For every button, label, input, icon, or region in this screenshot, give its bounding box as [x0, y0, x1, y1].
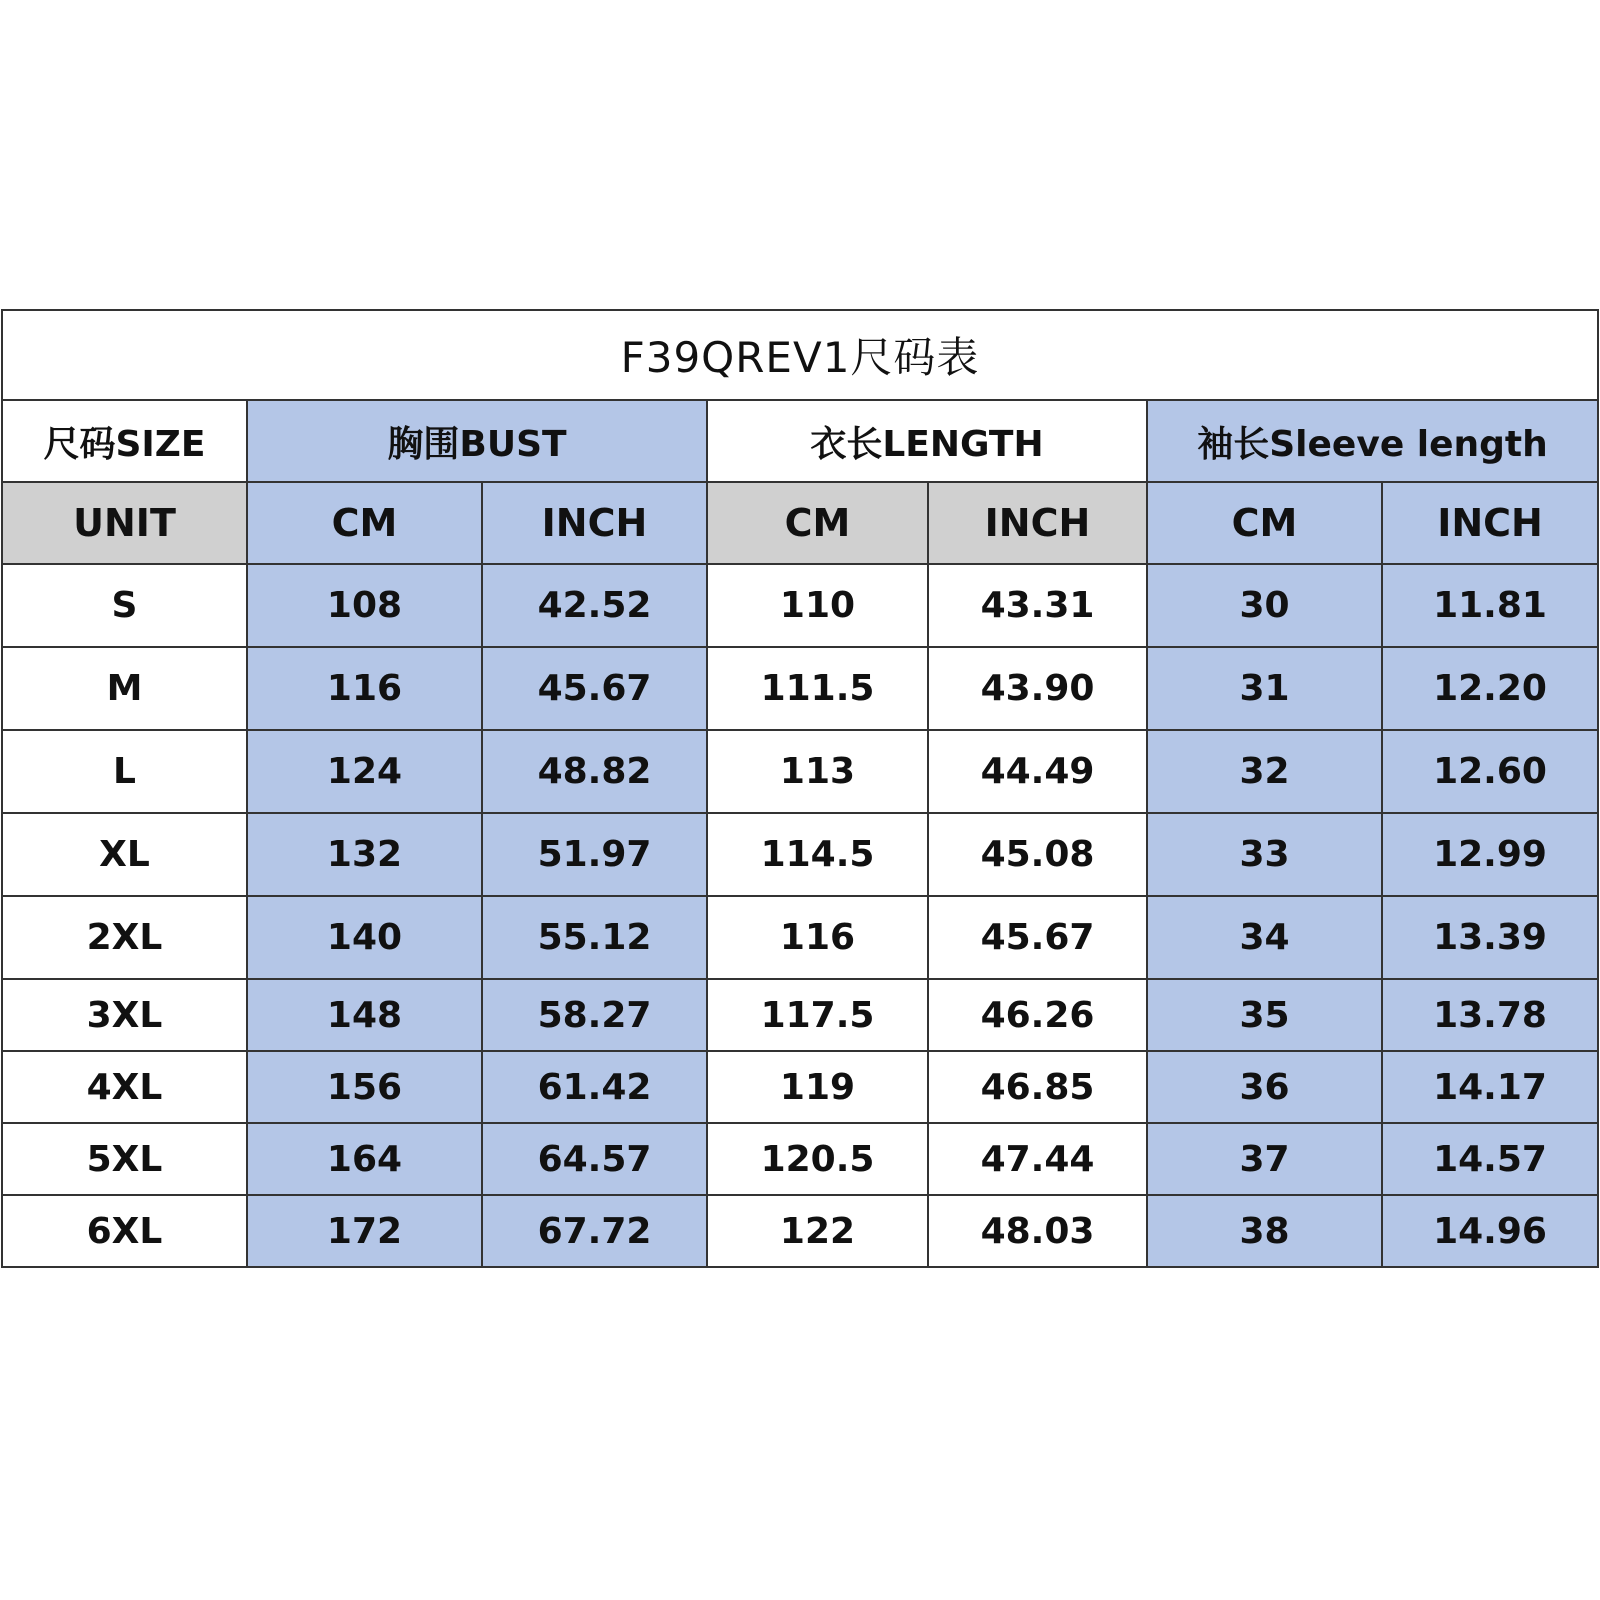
group-header-row	[2, 400, 1598, 482]
sleeve-inch-cell: 12.99	[1382, 813, 1598, 896]
length-inch-cell: 45.67	[928, 896, 1147, 979]
sleeve-inch-cell: 13.78	[1382, 979, 1598, 1051]
bust-inch-cell: 42.52	[482, 564, 707, 647]
sleeve-cm-cell: 36	[1147, 1051, 1382, 1123]
bust-cm-cell: 156	[247, 1051, 482, 1123]
bust-cm-cell: 140	[247, 896, 482, 979]
table-title: F39QREV1尺码表	[2, 310, 1598, 400]
bust-inch-cell: 61.42	[482, 1051, 707, 1123]
bust-cm-cell: 132	[247, 813, 482, 896]
table-row	[2, 813, 1598, 896]
sleeve-inch-cell: 12.20	[1382, 647, 1598, 730]
unit-sleeve-cm: CM	[1147, 482, 1382, 564]
bust-inch-cell: 48.82	[482, 730, 707, 813]
table-row	[2, 1123, 1598, 1195]
bust-inch-cell: 64.57	[482, 1123, 707, 1195]
sleeve-cm-cell: 38	[1147, 1195, 1382, 1267]
length-cm-cell: 116	[707, 896, 928, 979]
sleeve-cm-cell: 31	[1147, 647, 1382, 730]
sleeve-cm-cell: 30	[1147, 564, 1382, 647]
length-cm-cell: 113	[707, 730, 928, 813]
sleeve-cm-cell: 33	[1147, 813, 1382, 896]
table-row	[2, 896, 1598, 979]
sleeve-inch-cell: 14.17	[1382, 1051, 1598, 1123]
length-cm-cell: 122	[707, 1195, 928, 1267]
table-row	[2, 979, 1598, 1051]
size-cell: 5XL	[2, 1123, 247, 1195]
sleeve-cm-cell: 35	[1147, 979, 1382, 1051]
length-cm-cell: 119	[707, 1051, 928, 1123]
length-inch-cell: 48.03	[928, 1195, 1147, 1267]
sleeve-cm-cell: 34	[1147, 896, 1382, 979]
sleeve-inch-cell: 13.39	[1382, 896, 1598, 979]
size-cell: 6XL	[2, 1195, 247, 1267]
length-cm-cell: 111.5	[707, 647, 928, 730]
size-cell: 4XL	[2, 1051, 247, 1123]
header-size: 尺码SIZE	[2, 400, 247, 482]
bust-cm-cell: 164	[247, 1123, 482, 1195]
unit-length-cm: CM	[707, 482, 928, 564]
length-cm-cell: 110	[707, 564, 928, 647]
table-row	[2, 564, 1598, 647]
sleeve-inch-cell: 14.57	[1382, 1123, 1598, 1195]
bust-inch-cell: 67.72	[482, 1195, 707, 1267]
size-cell: S	[2, 564, 247, 647]
length-cm-cell: 114.5	[707, 813, 928, 896]
size-cell: XL	[2, 813, 247, 896]
length-inch-cell: 43.31	[928, 564, 1147, 647]
bust-cm-cell: 124	[247, 730, 482, 813]
length-cm-cell: 117.5	[707, 979, 928, 1051]
size-cell: 2XL	[2, 896, 247, 979]
length-inch-cell: 46.26	[928, 979, 1147, 1051]
bust-cm-cell: 172	[247, 1195, 482, 1267]
table-row	[2, 730, 1598, 813]
header-bust: 胸围BUST	[247, 400, 707, 482]
length-inch-cell: 46.85	[928, 1051, 1147, 1123]
header-sleeve: 袖长Sleeve length	[1147, 400, 1598, 482]
sleeve-cm-cell: 37	[1147, 1123, 1382, 1195]
size-chart-table	[1, 309, 1599, 1268]
bust-inch-cell: 51.97	[482, 813, 707, 896]
size-cell: 3XL	[2, 979, 247, 1051]
table-row	[2, 1051, 1598, 1123]
size-cell: M	[2, 647, 247, 730]
unit-label: UNIT	[2, 482, 247, 564]
unit-length-inch: INCH	[928, 482, 1147, 564]
header-length: 衣长LENGTH	[707, 400, 1147, 482]
title-row	[2, 310, 1598, 400]
length-cm-cell: 120.5	[707, 1123, 928, 1195]
bust-cm-cell: 148	[247, 979, 482, 1051]
unit-bust-cm: CM	[247, 482, 482, 564]
sleeve-inch-cell: 11.81	[1382, 564, 1598, 647]
size-cell: L	[2, 730, 247, 813]
length-inch-cell: 44.49	[928, 730, 1147, 813]
table-row	[2, 1195, 1598, 1267]
unit-bust-inch: INCH	[482, 482, 707, 564]
length-inch-cell: 47.44	[928, 1123, 1147, 1195]
table-row	[2, 647, 1598, 730]
sleeve-cm-cell: 32	[1147, 730, 1382, 813]
bust-inch-cell: 58.27	[482, 979, 707, 1051]
bust-inch-cell: 45.67	[482, 647, 707, 730]
length-inch-cell: 45.08	[928, 813, 1147, 896]
unit-sleeve-inch: INCH	[1382, 482, 1598, 564]
sleeve-inch-cell: 12.60	[1382, 730, 1598, 813]
unit-header-row	[2, 482, 1598, 564]
sleeve-inch-cell: 14.96	[1382, 1195, 1598, 1267]
length-inch-cell: 43.90	[928, 647, 1147, 730]
bust-cm-cell: 116	[247, 647, 482, 730]
bust-cm-cell: 108	[247, 564, 482, 647]
bust-inch-cell: 55.12	[482, 896, 707, 979]
